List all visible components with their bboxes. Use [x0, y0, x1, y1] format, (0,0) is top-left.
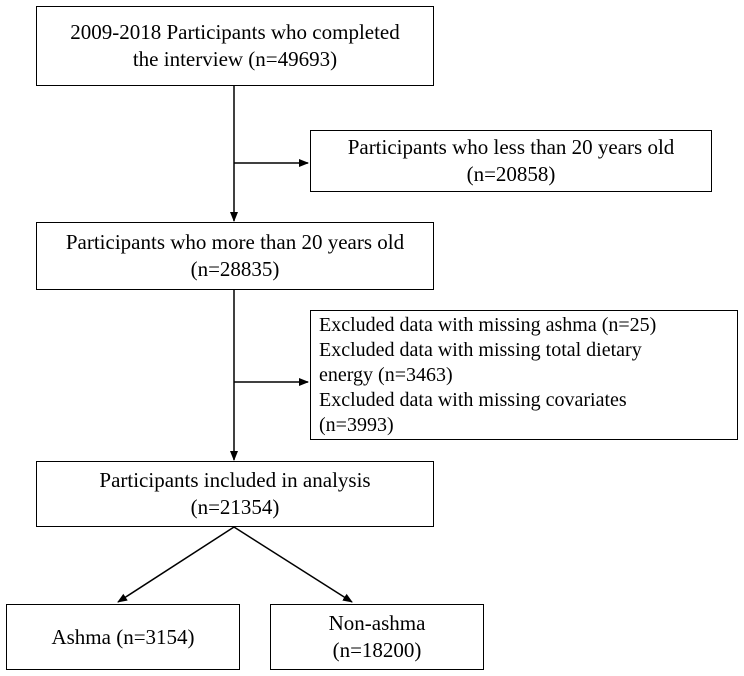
box-excluded-line: (n=3993) — [319, 413, 394, 436]
box-excluded-line: energy (n=3463) — [319, 363, 453, 386]
box-excluded-line: Excluded data with missing total dietary — [319, 338, 642, 361]
box-included-line: (n=21354) — [190, 495, 280, 519]
box-non-ashma-line: (n=18200) — [332, 638, 422, 662]
box-non-ashma — [270, 604, 484, 670]
connector-to-ashma — [118, 527, 234, 602]
box-non-ashma-line: Non-ashma — [328, 611, 426, 635]
box-included-line: Participants included in analysis — [99, 468, 371, 492]
box-under-20 — [310, 130, 712, 192]
box-excluded — [310, 310, 738, 440]
box-excluded-line: Excluded data with missing ashma (n=25) — [319, 313, 657, 336]
box-ashma-line: Ashma (n=3154) — [51, 624, 195, 649]
box-excluded-line: Excluded data with missing covariates — [319, 388, 627, 411]
box-completed-interview — [36, 6, 434, 86]
box-over-20 — [36, 222, 434, 290]
box-completed-interview-line: 2009-2018 Participants who completed — [70, 20, 400, 44]
box-under-20-line: Participants who less than 20 years old — [347, 135, 675, 159]
box-over-20-line: (n=28835) — [190, 257, 280, 281]
box-ashma — [6, 604, 240, 670]
box-completed-interview-line: the interview (n=49693) — [132, 47, 338, 71]
connector-to-non-ashma — [234, 527, 352, 602]
box-over-20-line: Participants who more than 20 years old — [65, 230, 405, 254]
box-under-20-line: (n=20858) — [466, 162, 556, 186]
box-included — [36, 461, 434, 527]
